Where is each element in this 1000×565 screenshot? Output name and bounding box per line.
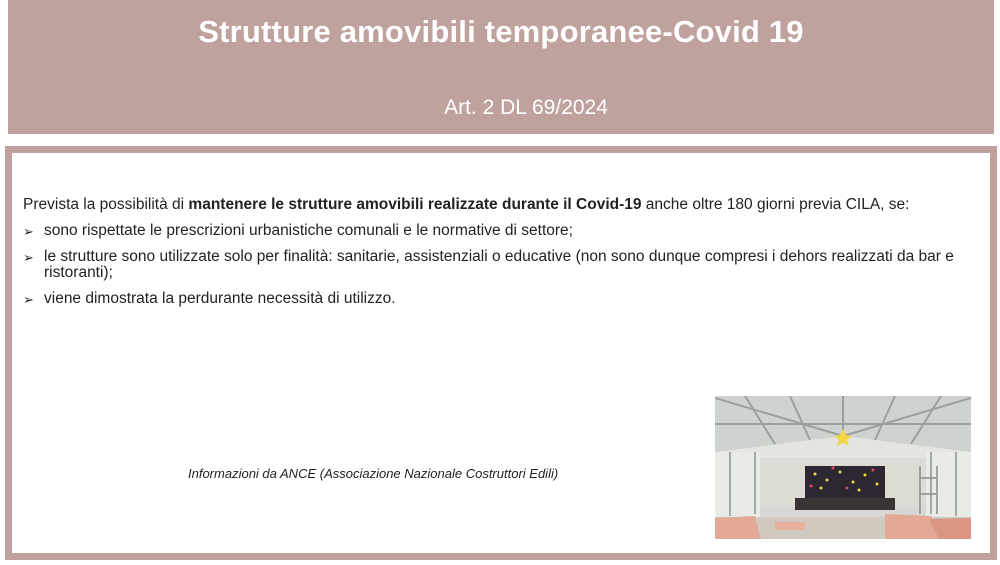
bullet-text: viene dimostrata la perdurante necessità di utilizzo. [44, 290, 396, 307]
arrow-bullet-icon: ➢ [23, 292, 34, 307]
list-item [23, 223, 983, 239]
bullet-list [23, 223, 983, 307]
photo-temporary-tent-hall [715, 396, 971, 539]
list-item [23, 249, 983, 281]
bullet-text: sono rispettate le prescrizioni urbanistiche comunali e le normative di settore; [44, 222, 573, 239]
intro-bold: mantenere le strutture amovibili realizzate durante il Covid-19 [188, 196, 642, 213]
arrow-bullet-icon: ➢ [23, 224, 34, 239]
slide-subtitle: Art. 2 DL 69/2024 [444, 96, 608, 119]
source-credit: Informazioni da ANCE (Associazione Nazionale Costruttori Edili) [188, 466, 559, 481]
list-item [23, 291, 983, 307]
intro-paragraph [23, 197, 983, 213]
tent-hall-illustration [715, 396, 971, 539]
content-box [5, 146, 997, 560]
body-text [23, 197, 983, 317]
arrow-bullet-icon: ➢ [23, 250, 34, 265]
title-banner [8, 0, 994, 134]
intro-suffix: anche oltre 180 giorni previa CILA, se: [641, 196, 910, 213]
bullet-text: le strutture sono utilizzate solo per finalità: sanitarie, assistenziali o educative (non sono dunque compresi i dehors realizzati da bar e ristoranti); [44, 248, 954, 281]
slide-title: Strutture amovibili temporanee-Covid 19 [198, 14, 804, 49]
intro-prefix: Prevista la possibilità di [23, 196, 189, 213]
